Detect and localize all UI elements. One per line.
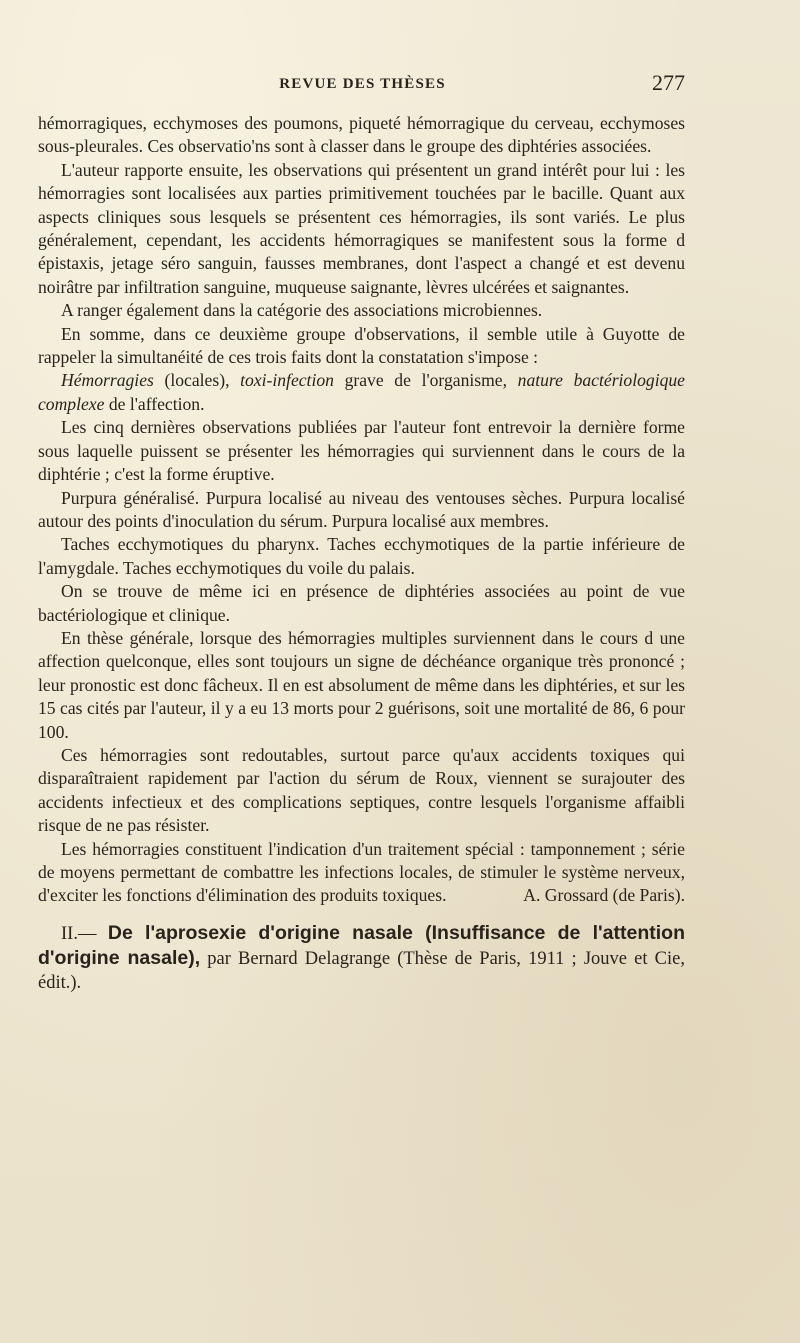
section-title: De l'aprosexie d'origine nasale (Insuffisance de l'attention d'origine nasale), (38, 921, 685, 969)
paragraph-12 (38, 838, 685, 908)
paragraph-4: En somme, dans ce deuxième groupe d'observations, il semble utile à Guyotte de rappeler la simultanéité de ces trois faits dont la constatation s'impose : (38, 323, 685, 368)
section-citation: par Bernard Delagrange (Thèse de Paris, 1911 ; Jouve et Cie, édit.). (38, 948, 685, 993)
paragraph-3: A ranger également dans la catégorie des associations microbiennes. (61, 300, 543, 321)
paragraph-5 (38, 369, 685, 416)
page-number: 277 (652, 70, 685, 95)
paragraph-10: En thèse générale, lorsque des hémorragies multiples surviennent dans le cours d une affection quelconque, elles sont toujours un signe de déchéance organique très prononcé ; leur pronostic est donc fâcheux. Il en est absolument de même dans les diphtéries, et sur les 15 cas cités par l'auteur, il y a eu 13 morts pour 2 guérisons, soit une mortalité de 86, 6 pour 100. (38, 627, 685, 742)
emphasis-toxi-infection: toxi-infection (240, 370, 334, 391)
signature-text: A. Grossard (de Paris). (523, 885, 685, 906)
running-title: REVUE DES THÈSES (279, 76, 446, 92)
paragraph-8: Taches ecchymotiques du pharynx. Taches ecchymotiques de la partie inférieure de l'amygdale. Taches ecchymotiques du voile du palais. (38, 534, 685, 578)
section-heading (38, 921, 685, 995)
paragraph-9: On se trouve de même ici en présence de diphtéries associées au point de vue bactériologique et clinique. (38, 581, 685, 625)
paragraph-11: Ces hémorragies sont redoutables, surtout parce qu'aux accidents toxiques qui disparaîtraient rapidement par l'action du sérum de Roux, viennent se surajouter des accidents infectieux et des complications septiques, contre lesquels l'organisme affaibli risque de ne pas résister. (38, 744, 685, 836)
page-header (40, 70, 685, 100)
paragraph-7: Purpura généralisé. Purpura localisé au niveau des ventouses sèches. Purpura localisé autour des points d'inoculation du sérum. Purpura localisé aux membres. (38, 487, 685, 531)
paragraph-2: L'auteur rapporte ensuite, les observations qui présentent un grand intérêt pour lui : les hémorragies sont localisées aux parties primitivement touchées par le bacille. Quant aux aspects cliniques sous lesquels se présentent ces hémorragies, ils sont variés. Le plus généralement, cependant, les accidents hémorragiques se manifestent sous la forme d épistaxis, jetage séro sanguin, fausses membranes, dont l'aspect a changé et est devenu noirâtre par infiltration sanguine, muqueuse saignante, lèvres ulcérées et saignantes. (38, 159, 685, 297)
emphasis-nature: nature bactériologique complexe (38, 370, 685, 414)
paragraph-12-text: Les hémorragies constituent l'indication d'un traitement spécial : tamponnement ; série de moyens permettant de combattre les infections locales, de stimuler le système nerveux, d'exciter les fonctions d'élimination des produits toxiques. (38, 838, 685, 906)
author-signature (500, 884, 685, 907)
paragraph-5-text-3: de l'affection. (104, 393, 205, 414)
paragraph-5-text-1: (locales), (153, 370, 241, 391)
paragraph-5-text-2: grave de l'organisme, (333, 370, 518, 391)
body-text (38, 112, 685, 995)
section-number: II.— (61, 923, 108, 944)
emphasis-hemorragies: Hémorragies (61, 370, 154, 391)
paragraph-6: Les cinq dernières observations publiées par l'auteur font entrevoir la dernière forme sous laquelle puissent se présenter les hémorragies qui surviennent dans le cours de la diphtérie ; c'est la forme éruptive. (38, 417, 685, 485)
paragraph-1: hémorragiques, ecchymoses des poumons, piqueté hémorragique du cerveau, ecchymoses sous-pleurales. Ces observatio'ns sont à classer dans le groupe des diphtéries associées. (38, 113, 685, 157)
